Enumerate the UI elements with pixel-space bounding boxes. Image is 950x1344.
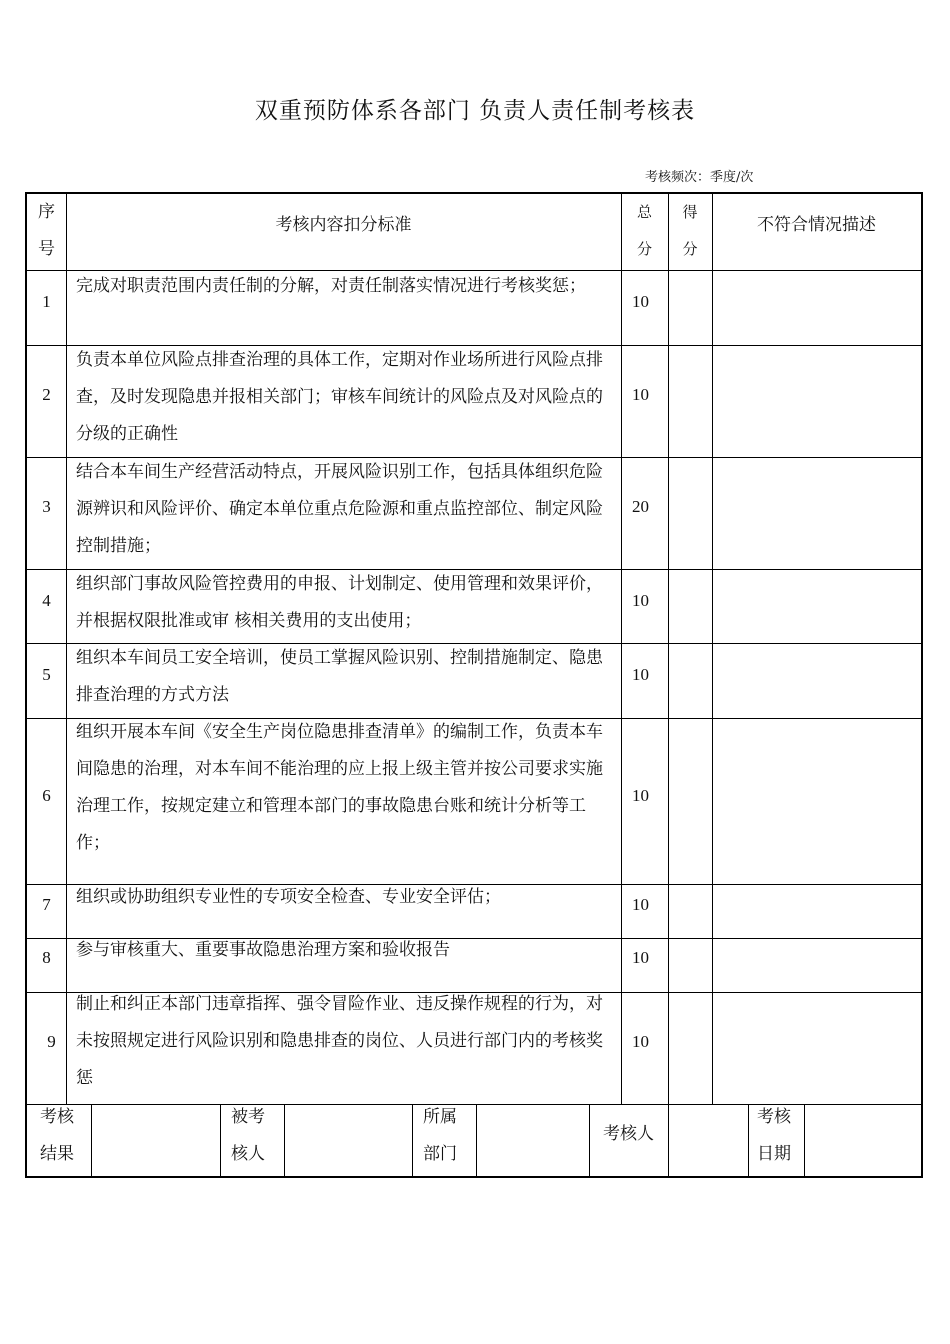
row-content: 结合本车间生产经营活动特点，开展风险识别工作，包括具体组织危险源辨识和风险评价、确定本单位重点危险源和重点监控部位、制定风险控制措施；: [76, 462, 603, 556]
header-description: 不符合情况描述: [757, 215, 876, 235]
row-seq: 4: [42, 591, 51, 610]
footer-assessor-label: 考核人: [603, 1124, 654, 1144]
row-total: 10: [632, 1032, 649, 1051]
row-seq: 2: [42, 385, 51, 404]
row-seq: 8: [42, 948, 51, 967]
row-total: 10: [632, 665, 649, 684]
row-seq: 3: [42, 497, 51, 516]
header-seq: 序 号: [38, 202, 55, 259]
row-content: 组织本车间员工安全培训，使员工掌握风险识别、控制措施制定、隐患排查治理的方式方法: [76, 648, 603, 705]
row-seq: 5: [42, 665, 51, 684]
assessment-frequency: 考核频次：季度/次: [645, 170, 754, 185]
row-content: 组织部门事故风险管控费用的申报、计划制定、使用管理和效果评价，并根据权限批准或审 核相关费用的支出使用；: [76, 574, 603, 631]
footer-assessee-label: 被考 核人: [231, 1107, 265, 1164]
header-content: 考核内容扣分标准: [275, 215, 412, 235]
footer-divider: [284, 1104, 285, 1178]
row-total: 10: [632, 591, 649, 610]
footer-divider: [668, 1104, 669, 1178]
footer-result-label: 考核 结果: [40, 1107, 74, 1164]
row-content: 负责本单位风险点排查治理的具体工作，定期对作业场所进行风险点排查，及时发现隐患并报相关部门；审核车间统计的风险点及对风险点的分级的正确性: [76, 350, 603, 444]
col-divider: [712, 194, 713, 1104]
row-seq: 6: [42, 786, 51, 805]
row-content: 参与审核重大、重要事故隐患治理方案和验收报告: [76, 940, 450, 960]
row-total: 10: [632, 385, 649, 404]
header-score: 得 分: [682, 203, 698, 258]
footer-dept-label: 所属 部门: [423, 1107, 457, 1164]
row-seq: 9: [47, 1032, 56, 1051]
footer-date-label: 考核 日期: [757, 1107, 791, 1164]
assessment-table: [25, 192, 923, 1178]
col-divider: [668, 194, 669, 1104]
row-content: 完成对职责范围内责任制的分解，对责任制落实情况进行考核奖惩；: [76, 276, 586, 296]
footer-divider: [476, 1104, 477, 1178]
row-content: 制止和纠正本部门违章指挥、强令冒险作业、违反操作规程的行为，对未按照规定进行风险识别和隐患排查的岗位、人员进行部门内的考核奖惩: [76, 994, 603, 1088]
row-content: 组织开展本车间《安全生产岗位隐患排查清单》的编制工作，负责本车间隐患的治理，对本车间不能治理的应上报上级主管并按公司要求实施治理工作，按规定建立和管理本部门的事故隐患台账和统计分析等工作；: [76, 722, 603, 853]
row-total: 20: [632, 497, 649, 516]
row-seq: 1: [42, 292, 51, 311]
row-content: 组织或协助组织专业性的专项安全检查、专业安全评估；: [76, 887, 501, 907]
row-total: 10: [632, 292, 649, 311]
page-title: 双重预防体系各部门 负责人责任制考核表: [254, 98, 696, 124]
row-total: 10: [632, 895, 649, 914]
row-total: 10: [632, 786, 649, 805]
footer-divider: [91, 1104, 92, 1178]
row-seq: 7: [42, 895, 51, 914]
row-total: 10: [632, 948, 649, 967]
col-divider: [66, 194, 67, 1104]
header-total: 总 分: [636, 203, 652, 258]
footer-divider: [804, 1104, 805, 1178]
